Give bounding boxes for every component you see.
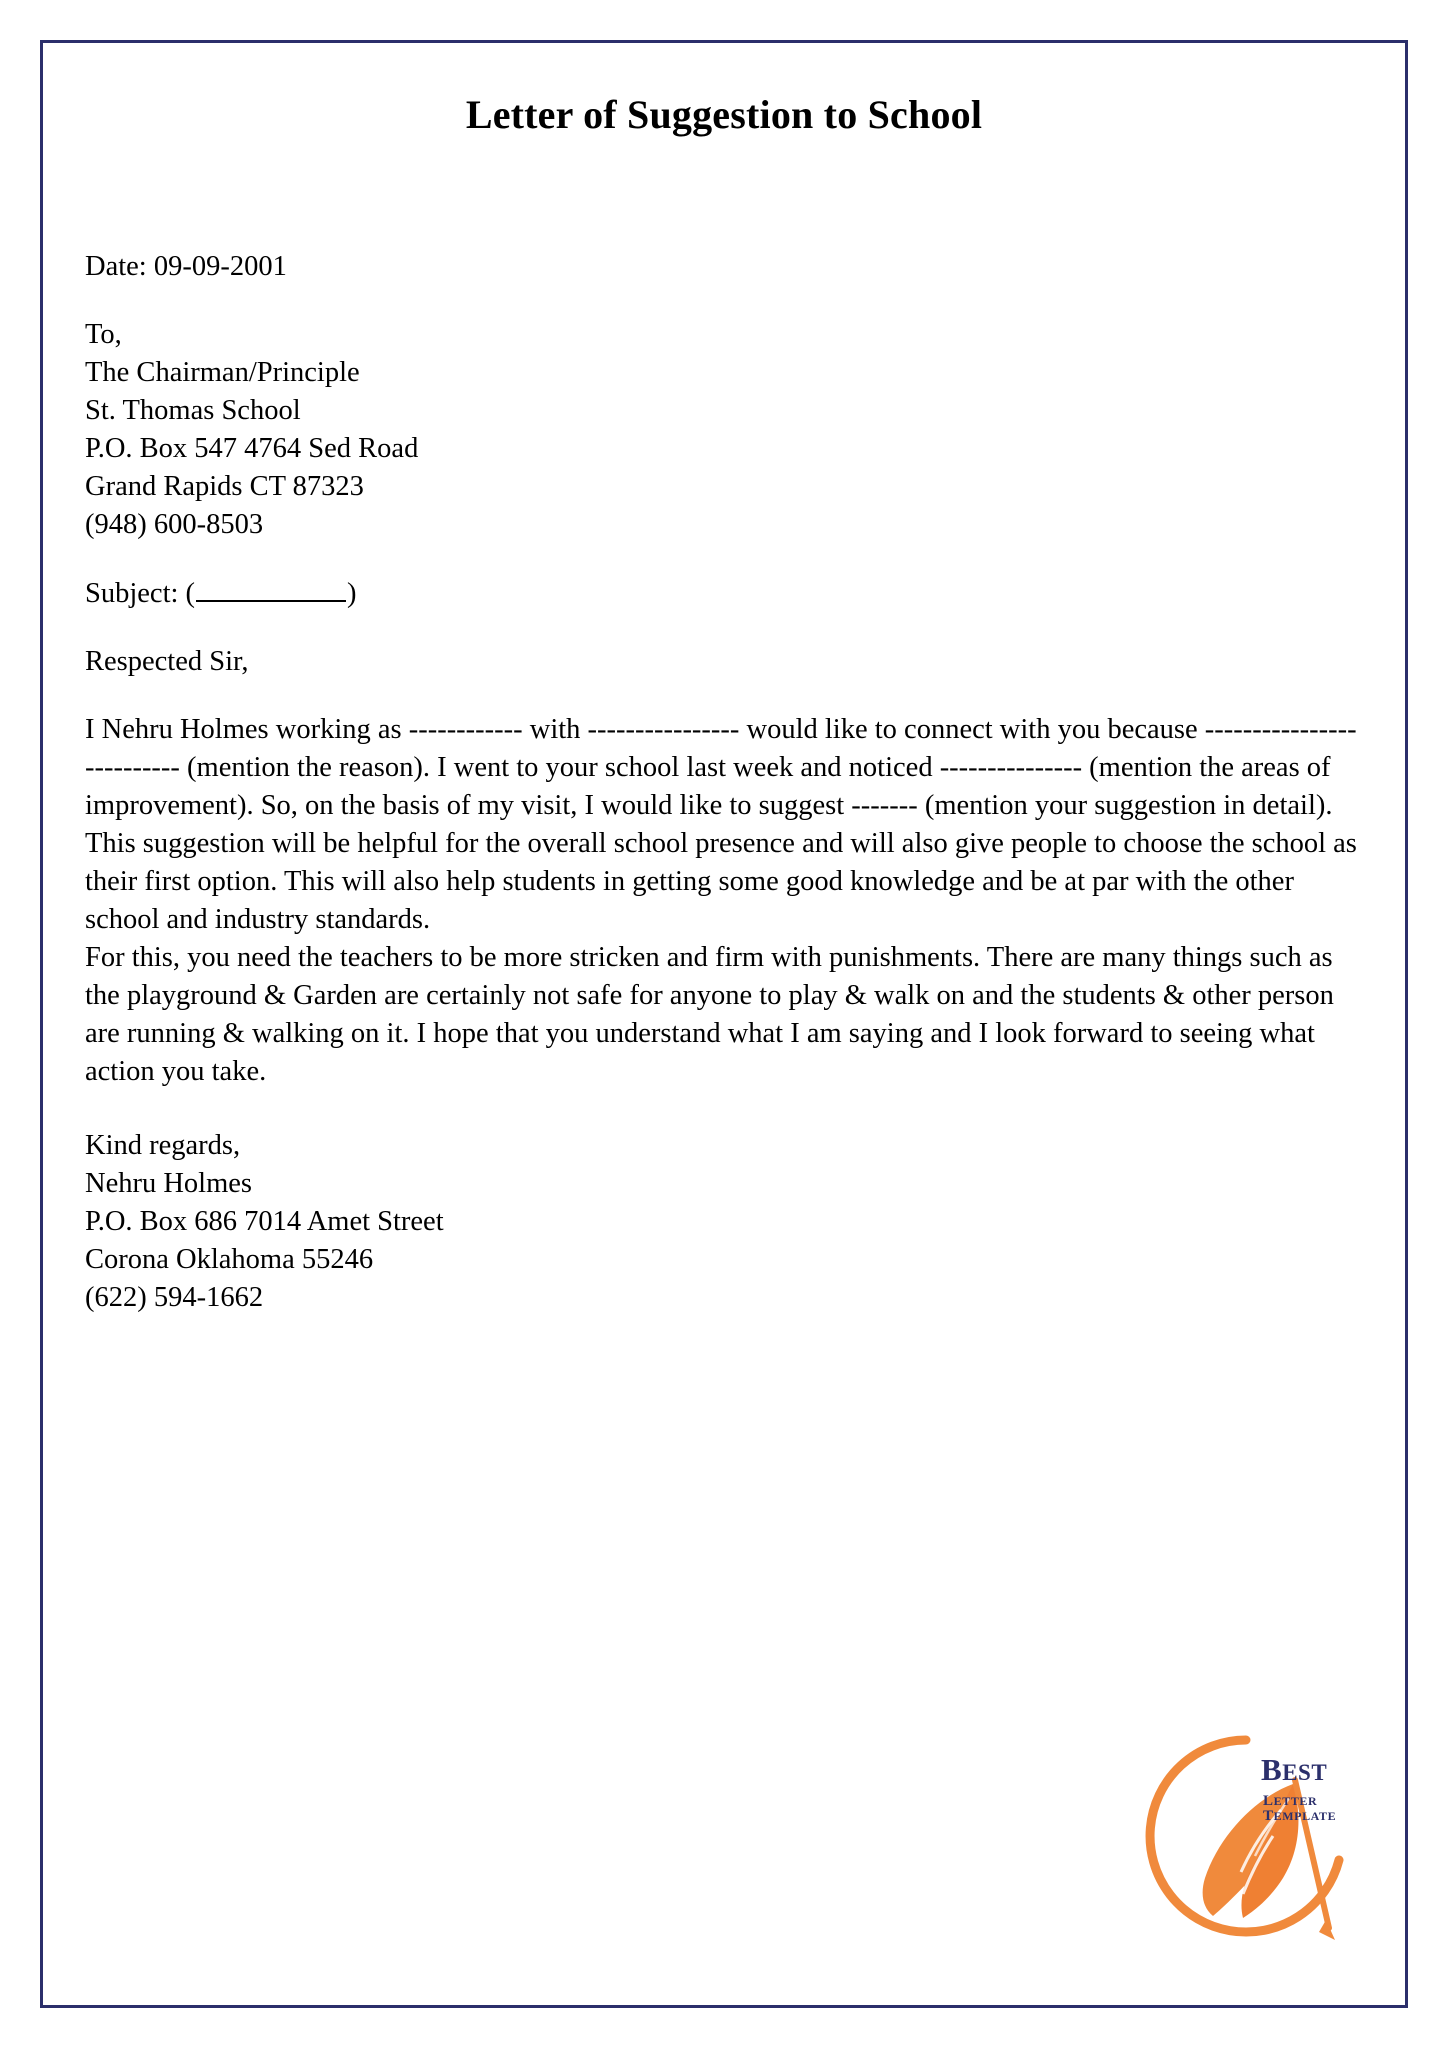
body-block <box>85 711 1357 1091</box>
feather-quill-icon <box>1143 1732 1363 1947</box>
logo-tagline-t: T <box>1263 1808 1274 1824</box>
date-line: Date: 09-09-2001 <box>85 251 287 282</box>
closing-signoff: Kind regards, <box>85 1130 241 1161</box>
closing-sender-city: Corona Oklahoma 55246 <box>85 1244 374 1275</box>
subject-blank-field[interactable] <box>196 574 346 602</box>
letter-text-area <box>85 248 1357 1347</box>
recipient-to-label: To, <box>85 319 122 350</box>
logo-tagline <box>1263 1794 1363 1824</box>
logo-brand-rest: EST <box>1282 1760 1328 1785</box>
logo-brand-initial: B <box>1261 1752 1283 1787</box>
logo-tagline-emplate: EMPLATE <box>1273 1809 1337 1823</box>
subject-block <box>85 574 1357 613</box>
page-border-frame <box>40 40 1408 2008</box>
recipient-street: P.O. Box 547 4764 Sed Road <box>85 433 419 464</box>
greeting-line: Respected Sir, <box>85 646 249 677</box>
subject-close-paren: ) <box>347 578 357 609</box>
date-block <box>85 248 1357 286</box>
recipient-address-block <box>85 316 1357 544</box>
recipient-school: St. Thomas School <box>85 395 301 426</box>
letter-content <box>43 43 1405 2005</box>
body-closing-spacer <box>85 1091 1357 1127</box>
logo-brand-name <box>1261 1754 1327 1785</box>
page-title: Letter of Suggestion to School <box>465 92 983 137</box>
recipient-phone: (948) 600-8503 <box>85 509 264 540</box>
greeting-block <box>85 643 1357 681</box>
closing-sender-name: Nehru Holmes <box>85 1168 253 1199</box>
body-paragraph-2: For this, you need the teachers to be more stricken and firm with punishments. There are many things such as the playground & Garden are certainly not safe for anyone to play & walk on and the students & other person are running & walking on it. I hope that you understand what I am saying and I look forward to seeing what action you take. <box>85 942 1334 1087</box>
body-paragraph-1: I Nehru Holmes working as ------------ with ---------------- would like to connect with you because -------------------------- (mention the reason). I went to your school last week and noticed --------------- (mention the areas of improvement). So, on the basis of my visit, I would like to suggest ------- (mention your suggestion in detail). This suggestion will be helpful for the overall school presence and will also give people to choose the school as their first option. This will also help students in getting some good knowledge and be at par with the other school and industry standards. <box>85 714 1357 935</box>
closing-sender-street: P.O. Box 686 7014 Amet Street <box>85 1206 444 1237</box>
logo-tagline-l: L <box>1263 1793 1274 1809</box>
recipient-title: The Chairman/Principle <box>85 357 360 388</box>
subject-label: Subject: ( <box>85 578 196 609</box>
closing-block <box>85 1127 1357 1317</box>
logo-tagline-etter: ETTER <box>1273 1794 1318 1808</box>
recipient-city-state-zip: Grand Rapids CT 87323 <box>85 471 364 502</box>
closing-sender-phone: (622) 594-1662 <box>85 1282 264 1313</box>
brand-logo <box>1143 1732 1363 1947</box>
subject-line <box>85 574 1357 613</box>
